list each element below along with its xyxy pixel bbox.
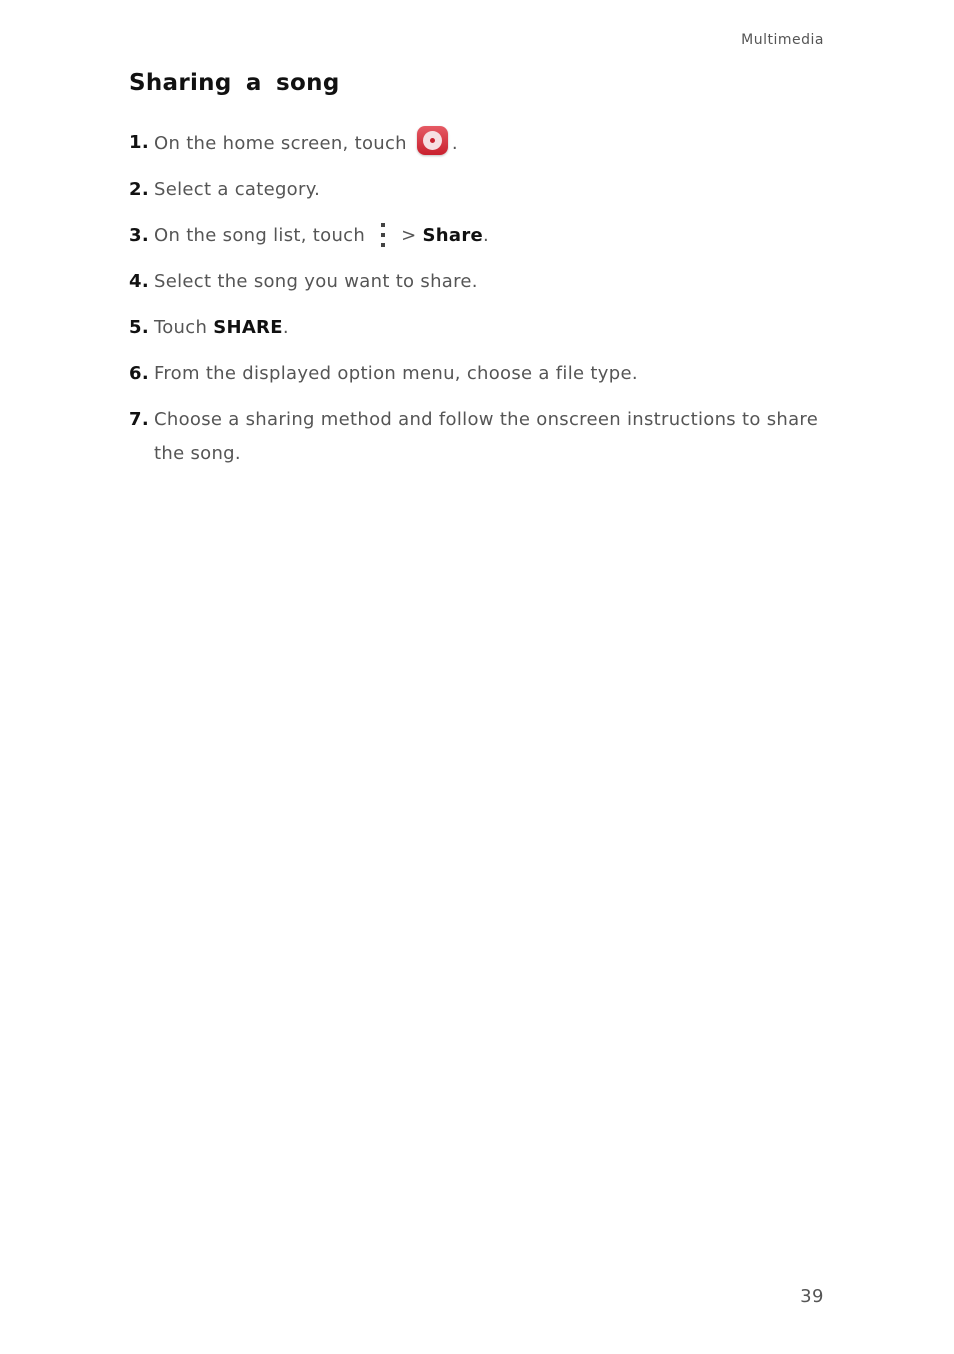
step-text <box>154 311 829 345</box>
disc-hub <box>430 138 435 143</box>
step-6 <box>129 357 829 391</box>
page-number: 39 <box>800 1286 824 1307</box>
step-text-after: . <box>483 225 490 246</box>
step-number: 6. <box>129 363 149 384</box>
step-7 <box>129 403 829 471</box>
menu-separator: > <box>401 225 417 246</box>
step-5 <box>129 311 829 345</box>
music-app-icon <box>417 126 448 155</box>
step-text-after: . <box>451 133 458 154</box>
section-title: Sharing a song <box>129 70 340 96</box>
step-number: 1. <box>129 132 149 153</box>
step-2 <box>129 173 829 207</box>
step-number: 3. <box>129 225 149 246</box>
step-text <box>154 219 829 253</box>
step-list <box>129 126 829 483</box>
step-number: 4. <box>129 271 149 292</box>
share-button-label: SHARE <box>213 317 283 338</box>
step-text-before: Touch <box>154 317 208 338</box>
more-options-icon <box>379 222 387 248</box>
step-number: 5. <box>129 317 149 338</box>
step-number: 2. <box>129 179 149 200</box>
step-4 <box>129 265 829 299</box>
step-text: From the displayed option menu, choose a file type. <box>154 363 638 384</box>
step-text-before: On the home screen, touch <box>154 133 407 154</box>
step-text <box>154 126 829 161</box>
step-3 <box>129 219 829 253</box>
step-text: Select a category. <box>154 179 321 200</box>
step-text-before: On the song list, touch <box>154 225 366 246</box>
step-text: Select the song you want to share. <box>154 271 478 292</box>
step-text-after: . <box>282 317 289 338</box>
step-text: Choose a sharing method and follow the onscreen instructions to share the song. <box>154 409 819 464</box>
step-number: 7. <box>129 409 149 430</box>
running-header: Multimedia <box>741 32 824 48</box>
step-1 <box>129 126 829 161</box>
share-menu-label: Share <box>422 225 484 246</box>
